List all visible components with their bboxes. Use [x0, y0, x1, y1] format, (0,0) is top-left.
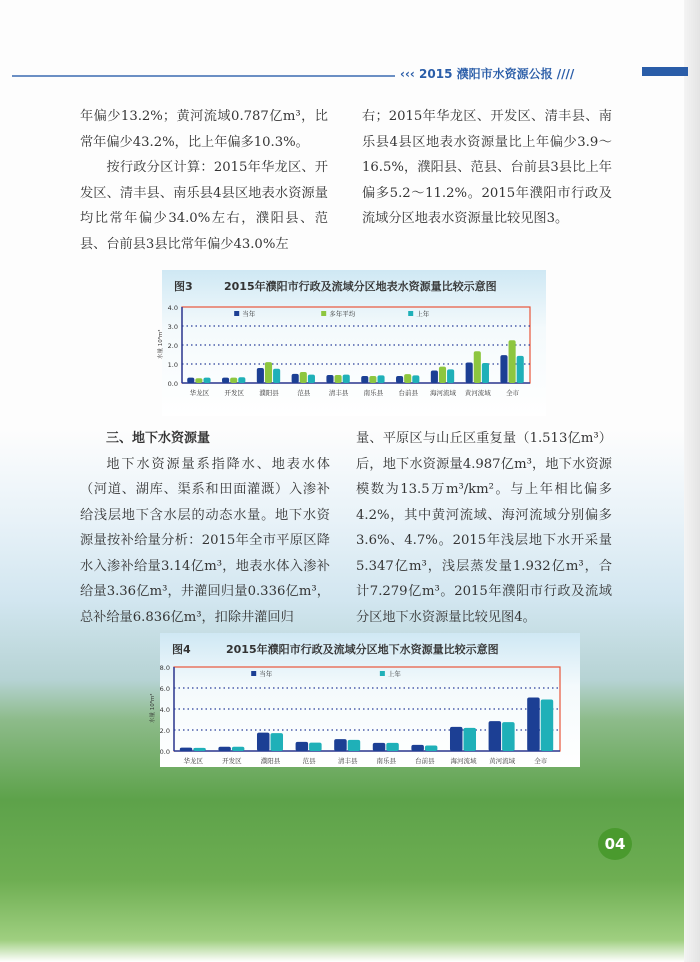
bar [187, 378, 194, 383]
y-tick-label: 2.0 [159, 727, 170, 735]
bar [326, 375, 333, 383]
figure-label: 图3 [174, 280, 193, 293]
bar [180, 748, 193, 751]
figure-title: 2015年濮阳市行政及流域分区地表水资源量比较示意图 [224, 280, 497, 293]
bar [369, 376, 376, 383]
bar [404, 374, 411, 383]
bar [361, 376, 368, 383]
header-bar [642, 67, 688, 76]
bar [271, 733, 284, 751]
bar [431, 370, 438, 383]
figure-3 [158, 270, 546, 416]
left-column-bottom [80, 426, 330, 630]
legend-swatch [408, 311, 413, 316]
bar [343, 375, 350, 383]
x-tick-label: 范县 [297, 389, 311, 397]
paragraph: 量、平原区与山丘区重复量（1.513亿m³）后，地下水资源量4.987亿m³，地下水资源模数为13.5万m³/km²。与上年相比偏多4.2%，其中黄河流域、海河流域分别偏多3.6%、4.7%。2015年浅层地下水开采量5.347亿m³，浅层蒸发量1.932亿m³，合计7.279亿m³。2015年濮阳市行政及流域分区地下水资源量比较见图4。 [356, 431, 612, 625]
x-tick-label: 海河流域 [450, 757, 477, 765]
legend-label: 当年 [259, 670, 273, 678]
x-tick-label: 华龙区 [183, 757, 204, 765]
bar [257, 733, 270, 751]
y-tick-label: 4.0 [159, 706, 170, 714]
bar [396, 376, 403, 383]
bar [308, 375, 315, 383]
bar [502, 722, 515, 751]
x-tick-label: 黄河流域 [464, 389, 491, 397]
chart-4-svg [150, 633, 580, 767]
figure-title: 2015年濮阳市行政及流域分区地下水资源量比较示意图 [226, 643, 499, 656]
bar [541, 700, 554, 751]
y-tick-label: 0.0 [159, 748, 170, 756]
y-tick-label: 3.0 [167, 323, 178, 331]
x-tick-label: 全市 [534, 757, 548, 765]
bar [482, 363, 489, 383]
x-tick-label: 黄河流域 [489, 757, 516, 765]
bar [334, 739, 347, 751]
bar [348, 740, 361, 751]
bar [232, 747, 245, 751]
bar [335, 375, 342, 383]
x-tick-label: 全市 [506, 389, 520, 397]
bar [447, 369, 454, 383]
bar [292, 374, 299, 383]
x-tick-label: 海河流域 [430, 389, 456, 397]
section-heading: 三、地下水资源量 [106, 431, 211, 446]
bar [203, 378, 210, 383]
bar [238, 377, 245, 383]
x-tick-label: 华龙区 [189, 389, 210, 397]
x-tick-label: 开发区 [222, 757, 242, 765]
x-tick-label: 濮阳县 [260, 757, 281, 765]
bar [193, 748, 206, 751]
bar [265, 362, 272, 383]
bar [296, 742, 309, 751]
header-title: ‹‹‹ 2015 濮阳市水资源公报 //// [400, 67, 575, 81]
bar [489, 721, 502, 751]
page-number: 04 [598, 828, 632, 860]
bar [464, 728, 477, 751]
bar [386, 743, 399, 751]
bar [300, 372, 307, 383]
bar [527, 697, 540, 751]
x-tick-label: 南乐县 [376, 757, 397, 765]
bar [377, 375, 384, 383]
bar [466, 362, 473, 383]
bar [412, 375, 419, 383]
bar [373, 743, 386, 751]
bar [517, 356, 524, 383]
bar [450, 727, 463, 751]
paragraph: 按行政分区计算：2015年华龙区、开发区、清丰县、南乐县4县区地表水资源量均比常年偏少34.0%左右，濮阳县、范县、台前县3县比常年偏少43.0%左 [80, 160, 328, 252]
y-tick-label: 8.0 [159, 664, 170, 672]
y-tick-label: 0.0 [167, 380, 178, 388]
bar [257, 368, 264, 383]
bar [474, 351, 481, 383]
legend-label: 上年 [387, 670, 401, 678]
right-column-top [362, 104, 612, 232]
right-column-bottom [356, 426, 612, 630]
paragraph: 年偏少13.2%；黄河流域0.787亿m³，比常年偏少43.2%，比上年偏多10.3%。 [80, 109, 328, 150]
x-tick-label: 台前县 [415, 757, 435, 765]
bar [439, 367, 446, 383]
bar [425, 746, 438, 751]
x-tick-label: 濮阳县 [259, 389, 279, 397]
bar [509, 340, 516, 383]
y-tick-label: 4.0 [167, 304, 178, 312]
x-tick-label: 清丰县 [337, 757, 358, 765]
x-tick-label: 南乐县 [363, 389, 384, 397]
paragraph: 地下水资源量系指降水、地表水体（河道、湖库、渠系和田面灌溉）入渗补给浅层地下含水层的动态水量。地下水资源量按补给量分析：2015年全市平原区降水入渗补给量3.14亿m³，地表水体入渗补给量3.36亿m³，井灌回归量0.336亿m³，总补给量6.836亿m³，扣除井灌回归 [80, 456, 330, 625]
bar [309, 743, 322, 751]
legend-label: 多年平均 [329, 310, 356, 318]
y-tick-label: 1.0 [167, 361, 178, 369]
figure-4 [150, 633, 580, 767]
bar [218, 747, 231, 751]
legend-swatch [251, 671, 256, 676]
x-tick-label: 范县 [302, 757, 316, 765]
y-axis-label: 水量 10⁸m³ [158, 329, 164, 359]
y-axis-label: 水量 10⁸m³ [150, 693, 156, 723]
legend-label: 上年 [416, 310, 430, 318]
y-tick-label: 6.0 [159, 685, 170, 693]
bar [230, 378, 237, 383]
bar [500, 355, 507, 383]
x-tick-label: 开发区 [224, 389, 244, 397]
legend-label: 当年 [242, 310, 256, 318]
left-column-top [80, 104, 328, 257]
chart-3-svg [158, 270, 546, 416]
x-tick-label: 台前县 [398, 389, 418, 397]
legend-swatch [234, 311, 239, 316]
bar [195, 378, 202, 383]
y-tick-label: 2.0 [167, 342, 178, 350]
paragraph: 右；2015年华龙区、开发区、清丰县、南乐县4县区地表水资源量比上年偏少3.9～16.5%，濮阳县、范县、台前县3县比上年偏多5.2～11.2%。2015年濮阳市行政及流域分区地表水资源量比较见图3。 [362, 109, 612, 226]
x-tick-label: 清丰县 [328, 389, 349, 397]
header-rule [12, 75, 395, 77]
bar [411, 745, 424, 751]
legend-swatch [380, 671, 385, 676]
legend-swatch [321, 311, 326, 316]
figure-label: 图4 [172, 643, 191, 656]
bar [222, 378, 229, 383]
page-edge [684, 0, 700, 962]
bar [273, 369, 280, 383]
